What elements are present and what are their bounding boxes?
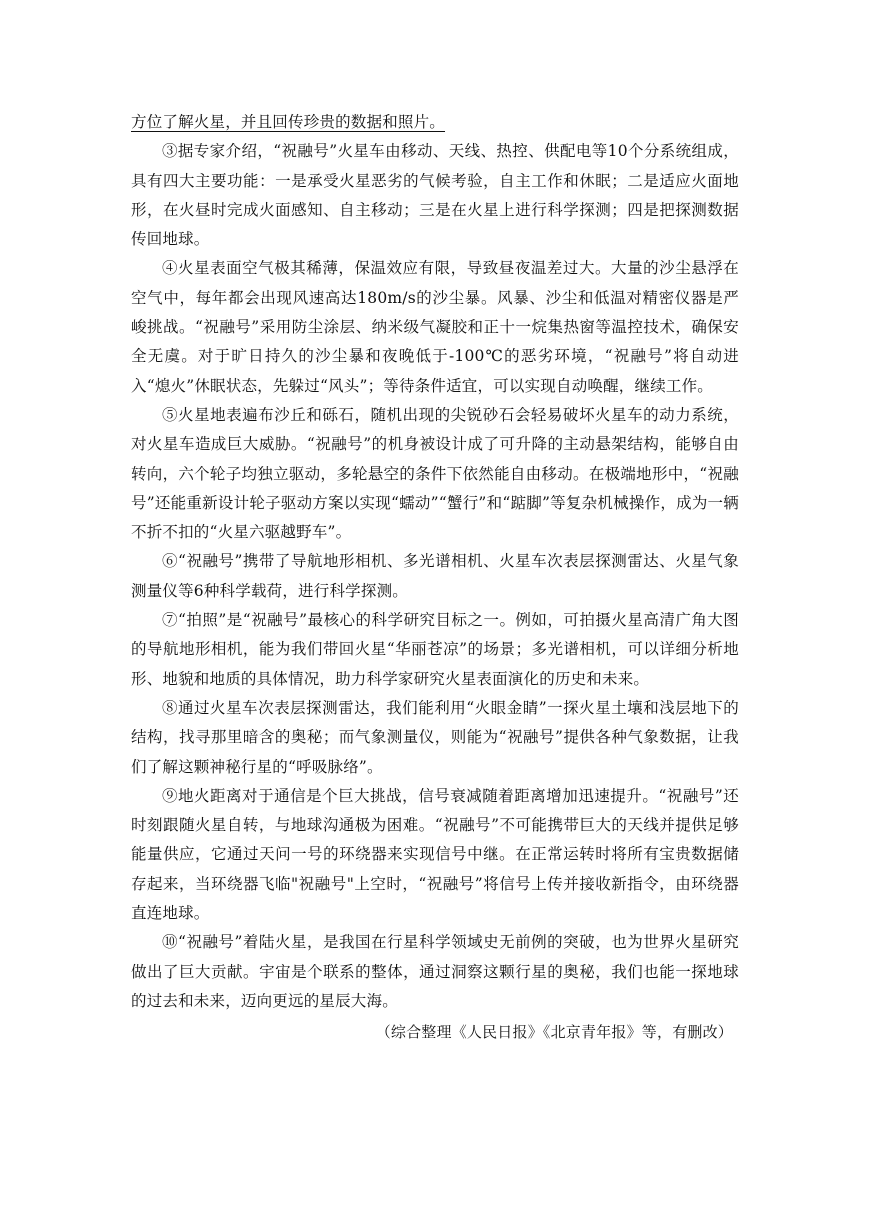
source-note: （综合整理《人民日报》《北京青年报》等，有删改） bbox=[375, 1023, 733, 1042]
opening-line: 方位了解火星，并且回传珍贵的数据和照片。 bbox=[131, 113, 446, 131]
paragraph-10: ⑩“祝融号”着陆火星，是我国在行星科学领域史无前例的突破，也为世界火星研究做出了巨大贡献。宇宙是个联系的整体，通过洞察这颗行星的奥秘，我们也能一探地球的过去和未来，迈向更远的星辰大海。 bbox=[131, 933, 739, 1010]
paragraph-8: ⑧通过火星车次表层探测雷达，我们能利用“火眼金睛”一探火星土壤和浅层地下的结构，找寻那里暗含的奥秘；而气象测量仪，则能为“祝融号”提供各种气象数据，让我们了解这颗神秘行星的“呼吸脉络”。 bbox=[131, 698, 739, 776]
paragraph-5: ⑤火星地表遍布沙丘和砾石，随机出现的尖锐砂石会轻易破坏火星车的动力系统，对火星车造成巨大威胁。“祝融号”的机身被设计成了可升降的主动悬架结构，能够自由转向，六个轮子均独立驱动，多轮悬空的条件下依然能自由移动。在极端地形中，“祝融号”还能重新设计轮子驱动方案以实现“蠕动”“蟹行”和“踮脚”等复杂机械操作，成为一辆不折不扣的“火星六驱越野车”。 bbox=[131, 405, 739, 542]
paragraph-3: ③据专家介绍，“祝融号”火星车由移动、天线、热控、供配电等10个分系统组成，具有四大主要功能：一是承受火星恶劣的气候考验，自主工作和休眠；二是适应火面地形，在火昼时完成火面感知、自主移动；三是在火星上进行科学探测；四是把探测数据传回地球。 bbox=[131, 142, 739, 249]
paragraph-7: ⑦“拍照”是“祝融号”最核心的科学研究目标之一。例如，可拍摄火星高清广角大图的导航地形相机，能为我们带回火星“华丽苍凉”的场景；多光谱相机，可以详细分析地形、地貌和地质的具体情况，助力科学家研究火星表面演化的历史和未来。 bbox=[131, 611, 739, 688]
paragraph-6: ⑥“祝融号”携带了导航地形相机、多光谱相机、火星车次表层探测雷达、火星气象测量仪等6种科学载荷，进行科学探测。 bbox=[131, 552, 739, 600]
article-body bbox=[131, 108, 739, 1048]
paragraph-4: ④火星表面空气极其稀薄，保温效应有限，导致昼夜温差过大。大量的沙尘悬浮在空气中，每年都会出现风速高达180m/s的沙尘暴。风暴、沙尘和低温对精密仪器是严峻挑战。“祝融号”采用防尘涂层、纳米级气凝胶和正十一烷集热窗等温控技术，确保安全无虞。对于旷日持久的沙尘暴和夜晚低于-100℃的恶劣环境，“祝融号”将自动进入“熄火”休眠状态，先躲过“风头”；等待条件适宜，可以实现自动唤醒，继续工作。 bbox=[131, 259, 739, 395]
paragraph-9: ⑨地火距离对于通信是个巨大挑战，信号衰减随着距离增加迅速提升。“祝融号”还时刻跟随火星自转，与地球沟通极为困难。“祝融号”不可能携带巨大的天线并提供足够能量供应，它通过天问一号的环绕器来实现信号中继。在正常运转时将所有宝贵数据储存起来，当环绕器飞临"祝融号"上空时，“祝融号”将信号上传并接收新指令，由环绕器直连地球。 bbox=[131, 786, 739, 923]
